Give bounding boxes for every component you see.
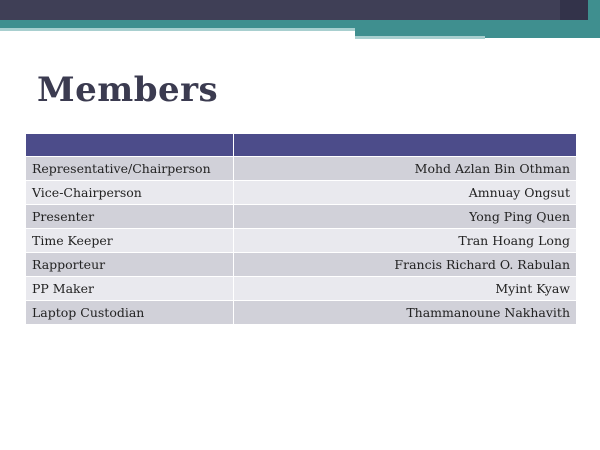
table-header-row	[26, 134, 576, 157]
member-role: Vice-Chairperson	[26, 181, 234, 205]
table-row	[26, 205, 576, 229]
header-teal-bar	[0, 20, 600, 28]
table-row	[26, 301, 576, 325]
header-teal-line	[0, 28, 355, 31]
header-right-dark	[560, 0, 588, 20]
member-name: Yong Ping Quen	[234, 205, 577, 229]
member-name: Thammanoune Nakhavith	[234, 301, 577, 325]
member-role: Rapporteur	[26, 253, 234, 277]
member-role: PP Maker	[26, 277, 234, 301]
members-table	[26, 134, 576, 325]
table-row	[26, 181, 576, 205]
table-row	[26, 229, 576, 253]
member-name: Francis Richard O. Rabulan	[234, 253, 577, 277]
table-row	[26, 277, 576, 301]
table-header-cell-name	[234, 134, 577, 157]
member-role: Representative/Chairperson	[26, 157, 234, 181]
table-row	[26, 157, 576, 181]
table-header-cell-role	[26, 134, 234, 157]
member-name: Mohd Azlan Bin Othman	[234, 157, 577, 181]
member-name: Amnuay Ongsut	[234, 181, 577, 205]
member-name: Tran Hoang Long	[234, 229, 577, 253]
table-row	[26, 253, 576, 277]
member-name: Myint Kyaw	[234, 277, 577, 301]
header-teal-step-line	[355, 36, 485, 39]
header-dark-bar	[0, 0, 600, 20]
member-role: Laptop Custodian	[26, 301, 234, 325]
slide-title: Members	[37, 70, 219, 110]
member-role: Time Keeper	[26, 229, 234, 253]
member-role: Presenter	[26, 205, 234, 229]
